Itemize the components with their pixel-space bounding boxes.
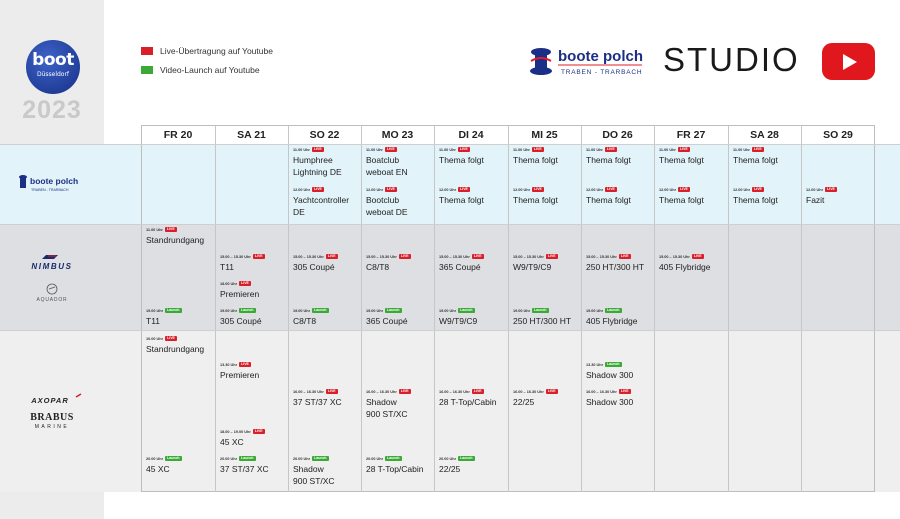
legend-live [141, 46, 273, 56]
column-divider [581, 125, 582, 492]
event-time: 12.00 Uhr [806, 188, 824, 192]
studio-title: STUDIO [663, 41, 800, 78]
schedule-event[interactable] [806, 187, 873, 206]
schedule-event[interactable] [220, 456, 286, 475]
event-time: 12.00 Uhr [513, 188, 531, 192]
event-label: Shadow 900 ST/XC [366, 397, 408, 419]
event-badge-live: LIVE [327, 254, 336, 258]
legend-live-label: Live-Übertragung auf Youtube [160, 46, 273, 56]
event-label: 365 Coupé [366, 316, 408, 326]
event-badge-live: LIVE [680, 187, 688, 191]
event-time: 19.00 Uhr [439, 309, 457, 313]
schedule-event[interactable] [659, 147, 726, 166]
event-badge-live: LIVE [400, 389, 409, 393]
event-badge-live: LIVE [254, 254, 263, 258]
event-time: 15.00 – 15.30 Uhr [220, 255, 251, 259]
event-time-row [513, 147, 579, 154]
event-time: 20.00 Uhr [146, 457, 164, 461]
event-time: 15.00 – 15.30 Uhr [439, 255, 470, 259]
event-time: 15.00 – 15.30 Uhr [586, 255, 617, 259]
event-time: 12.00 Uhr [586, 188, 604, 192]
event-badge-launch: Launch [167, 308, 180, 312]
event-time-row [293, 147, 359, 154]
event-time: 16.00 – 16.30 Uhr [586, 390, 617, 394]
event-label: 28 T-Top/Cabin [439, 397, 497, 407]
event-label: 305 Coupé [220, 316, 262, 326]
event-label: Shadow 300 [586, 370, 634, 380]
event-time: 11.00 Uhr [439, 148, 456, 152]
event-time: 13.30 Uhr [220, 363, 238, 367]
row-logo-aquador [30, 282, 74, 304]
event-label: Thema folgt [733, 155, 778, 165]
row-logo-axopar [18, 393, 86, 407]
event-time-row [439, 389, 506, 396]
event-badge-live: LIVE [620, 254, 629, 258]
event-label: Yachtcontroller DE [293, 195, 350, 217]
event-time: 18.00 Uhr [220, 282, 238, 286]
event-time: 15.00 – 15.30 Uhr [513, 255, 544, 259]
event-badge-launch: Launch [460, 308, 473, 312]
day-header: MI 25 [531, 129, 558, 141]
event-badge-live: LIVE [314, 187, 322, 191]
event-label: 405 Flybridge [659, 262, 711, 272]
event-time-row [146, 336, 213, 343]
event-badge-live: LIVE [313, 147, 322, 151]
event-label: Shadow 300 [586, 397, 634, 407]
event-label: 305 Coupé [293, 262, 335, 272]
schedule-event[interactable] [513, 389, 579, 408]
event-time-row [586, 147, 652, 154]
event-time-row [439, 187, 506, 194]
event-time-row [293, 456, 359, 463]
schedule-event[interactable] [146, 227, 213, 246]
event-time: 13.30 Uhr [586, 363, 604, 367]
schedule-event[interactable] [366, 389, 432, 420]
event-badge-launch: Launch [460, 456, 473, 460]
event-badge-launch: Launch [241, 456, 254, 460]
row-divider [0, 144, 900, 145]
event-time: 20.00 Uhr [293, 457, 311, 461]
event-badge-live: LIVE [607, 187, 615, 191]
row-brand-name: boote polch [30, 176, 79, 186]
event-label: 405 Flybridge [586, 316, 638, 326]
schedule-event[interactable] [439, 456, 506, 475]
schedule-event[interactable] [586, 308, 652, 327]
event-badge-live: LIVE [473, 254, 482, 258]
schedule-event[interactable] [586, 147, 652, 166]
row-brand-sub: TRABEN - TRARBACH [31, 188, 69, 192]
event-time-row [586, 254, 652, 261]
event-label: Standrundgang [146, 235, 205, 245]
event-time: 11.00 Uhr [659, 148, 676, 152]
event-badge-live: LIVE [754, 187, 762, 191]
schedule-event[interactable] [366, 456, 432, 475]
event-label: 37 ST/37 XC [220, 464, 269, 474]
event-badge-live: LIVE [460, 187, 468, 191]
event-label: 22/25 [439, 464, 461, 474]
event-badge-live: LIVE [241, 281, 249, 285]
event-label: 45 XC [220, 437, 244, 447]
row-divider [0, 330, 900, 331]
event-label: T11 [146, 316, 161, 326]
event-time: 10.00 Uhr [146, 337, 164, 341]
schedule-event[interactable] [366, 147, 432, 178]
year-label: 2023 [22, 96, 82, 124]
schedule-event[interactable] [513, 187, 579, 206]
event-label: Thema folgt [513, 195, 558, 205]
event-label: Thema folgt [659, 195, 704, 205]
event-time: 19.00 Uhr [586, 309, 604, 313]
logo-city: Düsseldorf [36, 71, 70, 78]
event-badge-live: LIVE [473, 389, 482, 393]
event-time: 12.00 Uhr [659, 188, 677, 192]
event-badge-live: LIVE [547, 254, 556, 258]
nimbus-name: NIMBUS [31, 262, 73, 271]
event-label: Thema folgt [586, 195, 631, 205]
schedule-event[interactable] [439, 389, 506, 408]
column-divider [361, 125, 362, 492]
event-time-row [366, 254, 432, 261]
event-badge-launch: Launch [607, 362, 620, 366]
schedule-event[interactable] [220, 429, 286, 448]
event-time-row [220, 362, 286, 369]
schedule-event[interactable] [439, 254, 506, 273]
event-badge-launch: Launch [387, 456, 400, 460]
day-header: SA 28 [750, 129, 779, 141]
event-time-row [586, 362, 652, 369]
event-badge-live: LIVE [679, 147, 688, 151]
event-time-row [366, 147, 432, 154]
event-badge-launch: Launch [167, 456, 180, 460]
schedule-event[interactable] [146, 308, 213, 327]
boote-polch-logo [528, 44, 648, 80]
day-header: SO 29 [823, 129, 853, 141]
event-time-row [733, 187, 799, 194]
schedule-event[interactable] [293, 456, 359, 487]
event-time: 19.00 Uhr [293, 309, 311, 313]
event-label: Bootclub weboat DE [366, 195, 408, 217]
row-divider [0, 224, 900, 225]
aquador-name: AQUADOR [36, 297, 68, 303]
row-logo-nimbus [18, 252, 86, 272]
event-time: 20.00 Uhr [439, 457, 457, 461]
event-time-row [513, 187, 579, 194]
event-label: Shadow 900 ST/XC [293, 464, 335, 486]
event-time-row [293, 389, 359, 396]
schedule-event[interactable] [293, 254, 359, 273]
event-badge-live: LIVE [400, 254, 409, 258]
legend-live-swatch [141, 47, 153, 55]
event-time-row [659, 187, 726, 194]
event-time: 18.00 – 19.00 Uhr [220, 430, 251, 434]
event-label: 365 Coupé [439, 262, 481, 272]
event-badge-live: LIVE [167, 336, 175, 340]
event-label: W9/T9/C9 [439, 316, 478, 326]
event-label: T11 [220, 262, 235, 272]
schedule-event[interactable] [366, 187, 432, 218]
event-label: 250 HT/300 HT [586, 262, 645, 272]
event-badge-live: LIVE [827, 187, 835, 191]
event-time: 12.00 Uhr [733, 188, 751, 192]
event-time-row [513, 308, 579, 315]
event-label: 22/25 [513, 397, 535, 407]
schedule-event[interactable] [293, 389, 359, 408]
schedule-event[interactable] [146, 336, 213, 355]
event-label: Thema folgt [439, 155, 484, 165]
event-badge-live: LIVE [533, 147, 542, 151]
event-time-row [806, 187, 873, 194]
brand-name: boote polch [558, 48, 643, 65]
event-label: Standrundgang [146, 344, 205, 354]
event-time: 16.00 – 16.30 Uhr [293, 390, 324, 394]
event-time-row [659, 147, 726, 154]
event-time-row [733, 147, 799, 154]
event-time-row [439, 456, 506, 463]
event-label: Humphree Lightning DE [293, 155, 342, 177]
event-time-row [293, 254, 359, 261]
event-time: 11.00 Uhr [733, 148, 750, 152]
event-time: 11.00 Uhr [366, 148, 383, 152]
row-logo-brabus [20, 410, 84, 432]
event-time: 15.00 – 15.30 Uhr [366, 255, 397, 259]
event-time-row [439, 147, 506, 154]
event-label: C8/T8 [293, 316, 317, 326]
column-divider [215, 125, 216, 492]
event-label: Thema folgt [659, 155, 704, 165]
event-time: 15.00 – 15.30 Uhr [293, 255, 324, 259]
legend-launch-swatch [141, 66, 153, 74]
event-badge-live: LIVE [620, 389, 629, 393]
schedule-event[interactable] [586, 254, 652, 273]
row-logo-boote-polch [18, 174, 86, 194]
event-label: 250 HT/300 HT [513, 316, 572, 326]
event-time: 20.00 Uhr [220, 457, 238, 461]
event-badge-live: LIVE [547, 389, 556, 393]
youtube-play-icon[interactable] [822, 43, 875, 80]
event-time-row [659, 254, 726, 261]
event-time: 11.00 Uhr [513, 148, 530, 152]
event-time-row [513, 389, 579, 396]
event-badge-live: LIVE [386, 147, 395, 151]
event-time: 11.00 Uhr [146, 228, 163, 232]
day-header: SO 22 [309, 129, 340, 141]
event-time: 19.00 Uhr [513, 309, 531, 313]
axopar-name: AXOPAR [31, 396, 69, 405]
event-time: 11.00 Uhr [586, 148, 603, 152]
event-label: Boatclub weboat EN [366, 155, 408, 177]
event-time: 19.00 Uhr [220, 309, 238, 313]
event-time-row [146, 456, 213, 463]
event-label: Thema folgt [586, 155, 631, 165]
event-label: C8/T8 [366, 262, 390, 272]
event-time: 12.00 Uhr [293, 188, 311, 192]
column-divider [434, 125, 435, 492]
schedule-event[interactable] [586, 362, 652, 381]
event-label: Thema folgt [439, 195, 484, 205]
schedule-event[interactable] [366, 308, 432, 327]
column-divider [728, 125, 729, 492]
day-header: SA 21 [237, 129, 266, 141]
schedule-event[interactable] [586, 389, 652, 408]
legend-launch-label: Video-Launch auf Youtube [160, 65, 260, 75]
event-time-row [366, 456, 432, 463]
event-badge-live: LIVE [606, 147, 615, 151]
event-time: 16.00 – 16.30 Uhr [439, 390, 470, 394]
event-time-row [146, 308, 213, 315]
event-badge-live: LIVE [753, 147, 762, 151]
event-time: 16.00 – 16.30 Uhr [366, 390, 397, 394]
schedule-event[interactable] [220, 362, 286, 381]
schedule-event[interactable] [513, 254, 579, 273]
event-badge-live: LIVE [327, 389, 336, 393]
event-badge-launch: Launch [314, 308, 327, 312]
event-badge-live: LIVE [693, 254, 702, 258]
day-header: MO 23 [381, 129, 414, 141]
legend-launch [141, 65, 260, 75]
schedule-event[interactable] [439, 308, 506, 327]
bollard-icon [530, 48, 552, 75]
schedule-event[interactable] [733, 187, 799, 206]
event-badge-live: LIVE [534, 187, 542, 191]
event-time: 15.00 – 15.30 Uhr [659, 255, 690, 259]
event-time: 11.00 Uhr [293, 148, 310, 152]
event-badge-launch: Launch [241, 308, 254, 312]
event-badge-launch: Launch [387, 308, 400, 312]
schedule-event[interactable] [513, 308, 579, 327]
event-time-row [220, 456, 286, 463]
column-divider [508, 125, 509, 492]
day-header: FR 27 [676, 129, 706, 141]
event-time: 20.00 Uhr [366, 457, 384, 461]
boot-duesseldorf-logo [26, 40, 80, 94]
event-time-row [293, 187, 359, 194]
schedule-event[interactable] [293, 147, 359, 178]
event-time-row [366, 187, 432, 194]
event-time-row [586, 389, 652, 396]
event-time-row [366, 308, 432, 315]
event-badge-live: LIVE [387, 187, 395, 191]
event-time-row [439, 254, 506, 261]
day-header: DO 26 [602, 129, 633, 141]
event-time: 19.00 Uhr [366, 309, 384, 313]
event-badge-launch: Launch [314, 456, 327, 460]
schedule-event[interactable] [513, 147, 579, 166]
event-time-row [220, 254, 286, 261]
event-badge-live: LIVE [254, 429, 263, 433]
logo-word: boot [32, 50, 74, 70]
schedule-event[interactable] [146, 456, 213, 475]
event-label: Premieren [220, 289, 260, 299]
event-badge-launch: Launch [607, 308, 620, 312]
schedule-event[interactable] [439, 147, 506, 166]
event-time-row [439, 308, 506, 315]
schedule-event[interactable] [586, 187, 652, 206]
event-time-row [220, 429, 286, 436]
event-label: 28 T-Top/Cabin [366, 464, 424, 474]
event-label: W9/T9/C9 [513, 262, 552, 272]
day-header: FR 20 [163, 129, 193, 141]
event-label: 37 ST/37 XC [293, 397, 342, 407]
event-time: 19.00 Uhr [146, 309, 164, 313]
event-time: 16.00 – 16.30 Uhr [513, 390, 544, 394]
schedule-event[interactable] [366, 254, 432, 273]
schedule-event[interactable] [293, 308, 359, 327]
schedule-event[interactable] [293, 187, 359, 218]
schedule-event[interactable] [220, 254, 286, 273]
day-header: DI 24 [458, 129, 484, 141]
event-label: Thema folgt [513, 155, 558, 165]
event-time-row [586, 308, 652, 315]
brabus-name: BRABUS [30, 412, 74, 423]
event-label: 45 XC [146, 464, 170, 474]
schedule-event[interactable] [439, 187, 506, 206]
schedule-event[interactable] [220, 308, 286, 327]
schedule-event[interactable] [659, 187, 726, 206]
column-divider [801, 125, 802, 492]
event-time-row [366, 389, 432, 396]
event-badge-live: LIVE [166, 227, 175, 231]
column-divider [654, 125, 655, 492]
schedule-event[interactable] [733, 147, 799, 166]
event-time: 12.00 Uhr [439, 188, 457, 192]
event-time-row [220, 308, 286, 315]
event-time-row [293, 308, 359, 315]
event-time: 12.00 Uhr [366, 188, 384, 192]
schedule-event[interactable] [220, 281, 286, 300]
schedule-event[interactable] [659, 254, 726, 273]
event-label: Premieren [220, 370, 260, 380]
event-label: Thema folgt [733, 195, 778, 205]
event-time-row [220, 281, 286, 288]
event-time-row [513, 254, 579, 261]
event-time-row [146, 227, 213, 234]
event-badge-live: LIVE [459, 147, 468, 151]
column-divider [288, 125, 289, 492]
event-label: Fazit [806, 195, 825, 205]
event-badge-launch: Launch [534, 308, 547, 312]
event-badge-live: LIVE [241, 362, 249, 366]
event-time-row [586, 187, 652, 194]
brabus-sub: MARINE [34, 424, 70, 430]
brand-sub: TRABEN - TRARBACH [561, 69, 643, 76]
